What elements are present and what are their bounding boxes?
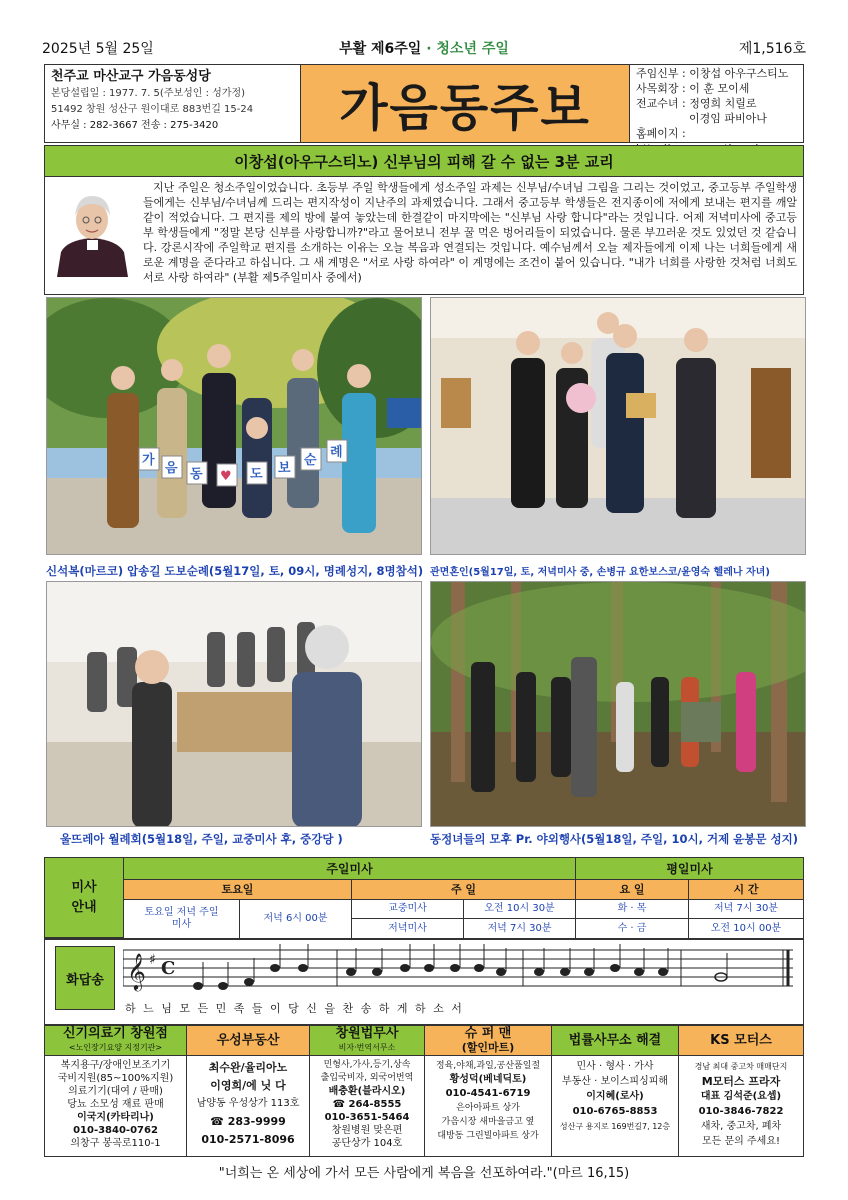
ad-line: 국비지원(85~100%지원) — [57, 1073, 174, 1084]
ad-subtitle: 비자·번역서무소 — [338, 1042, 396, 1052]
logo-text: 가음동주보 — [339, 78, 591, 137]
weekday-time: 저녁 7시 30분 — [689, 900, 803, 919]
photo-wedding — [430, 297, 806, 555]
bulletin-logo — [300, 65, 630, 142]
svg-text:♯: ♯ — [149, 952, 156, 968]
staff-sister-2: 이경임 파비아나 — [689, 112, 767, 125]
saturday-mass-time: 저녁 6시 00분 — [240, 900, 352, 938]
footer-quote: "너희는 온 세상에 가서 모든 사람에게 복음을 선포하여라."(마르 16,15) — [218, 1166, 630, 1181]
ad-line: 모든 문의 주세요! — [702, 1136, 780, 1147]
ad-line: 민사 · 형사 · 가사 — [576, 1061, 654, 1072]
ad-line: 대표 김석준(요셉) — [700, 1091, 782, 1102]
ad-line: 출입국비자, 외국어번역 — [320, 1073, 414, 1083]
feast-separator: · — [426, 41, 432, 57]
ad-medical — [45, 1026, 187, 1156]
responsorial-psalm — [44, 939, 804, 1025]
ad-title: 신기의료기 창원점 — [63, 1025, 168, 1041]
ad-line: 이영희/에 닛 다 — [210, 1079, 286, 1092]
founded-date: 본당설립일 : 1977. 7. 5(주보성인 : 성가정) — [51, 88, 246, 99]
ad-lawfirm — [552, 1026, 679, 1156]
feast-subtitle: 청소년 주일 — [436, 41, 509, 57]
sunday-mass-name: 저녁미사 — [352, 919, 464, 938]
issue-number: 제1,516호 — [738, 41, 806, 57]
ad-line: 정육,야채,과일,공산품일절 — [435, 1061, 541, 1071]
feast-name: 부활 제6주일 — [339, 41, 422, 57]
ad-line: 대방동 그린빌아파트 상가 — [437, 1131, 539, 1141]
ad-line: 최수완/율리아노 — [208, 1061, 288, 1074]
ad-title: 법률사무소 해결 — [568, 1032, 662, 1048]
homily-title: 이창섭(아우구스티노) 신부님의 피해 갈 수 없는 3분 교리 — [44, 145, 804, 177]
homily-text: 지난 주일은 청소주일이었습니다. 초등부 주일 학생들에게 성소주일 과제는 신부님/수녀님 그림을 그리는 것이었고, 중고등부 주일학생들에게는 신부님/수녀님께 드리는 편지작성이 지난주의 과제였습니다. 그래서 중고등부 학생들은 전지종이에 저에게 보내는 편지를 깨알같이 적었습니다. 그 편지를 제의 방에 붙여 놓았는데 한결같이 마지막에는 "신부님 사랑 합니다"라는 것입니다. 어제 저녁미사에 중고등부 학생들에게 "정말 본당 신부를 사랑합니까?"라고 물어보니 전부 꿀 먹은 벙어리들이 되었습니다. 물론 부끄러운 것도 있었던 것 같습니다. 강론시작에 주일학교 편지를 소개하는 이유는 오늘 복음과 연결되는 것입니다. 예수님께서 오늘 제자들에게 이제 나는 너희들에게 새로운 계명을 준다라고 하십니다. 그 새 계명은 "서로 사랑 하여라" 이 계명에는 조건이 붙어 있습니다. "내가 너희를 사랑한 것처럼 너희도 서로 사랑 하여라" (부활 제5주일미사 중에서) — [143, 181, 797, 284]
feast-title — [42, 38, 806, 58]
ad-motors — [679, 1026, 803, 1156]
ad-line: 010-3651-5464 — [324, 1112, 410, 1123]
parish-name: 천주교 마산교구 가음동성당 — [51, 69, 211, 84]
banner-letter: 음 — [165, 461, 178, 476]
svg-text:C: C — [161, 958, 176, 979]
ad-subtitle: (할인마트) — [461, 1040, 515, 1054]
svg-text:𝄞: 𝄞 — [127, 952, 146, 990]
bulletin-date: 2025년 5월 25일 — [42, 41, 154, 57]
ad-title: 창원법무사 — [335, 1025, 399, 1041]
ad-line: 성산구 용지로 169번길7, 12층 — [559, 1122, 671, 1131]
staff-pastor: 주임신부 : 이창섭 아우구스티노 — [636, 67, 789, 80]
ad-line: 010-2571-8096 — [201, 1133, 295, 1146]
saturday-mass-name: 토요일 저녁 주일미사 — [124, 900, 240, 938]
mass-label: 미사 안내 — [45, 858, 124, 938]
photo-caption: 동정녀들의 모후 Pr. 야외행사(5월18일, 주일, 10시, 거제 윤봉문 성지) — [430, 832, 798, 846]
homily-section — [44, 177, 804, 295]
staff-sister: 전교수녀 : 정영희 치릴로 — [636, 97, 757, 110]
ad-line: 복지용구/장애인보조기기 — [60, 1060, 171, 1071]
ad-line: 배충환(블라시오) — [328, 1086, 406, 1097]
parish-address: 51492 창원 성산구 원이대로 883번길 15-24 — [51, 104, 254, 115]
ad-line: 새차, 중고차, 폐차 — [700, 1121, 782, 1132]
sunday-mass-time: 오전 10시 30분 — [464, 900, 576, 919]
ad-title: 슈 퍼 맨 — [464, 1025, 512, 1041]
ad-line: 010-3840-0762 — [73, 1125, 158, 1136]
weekday-time: 오전 10시 00분 — [710, 922, 782, 934]
banner-letter: 가 — [142, 453, 155, 468]
banner-letter: 동 — [190, 467, 203, 482]
ad-line: 부동산 · 보이스피싱피해 — [561, 1076, 669, 1087]
ad-supermarket — [425, 1026, 552, 1156]
photo-outdoor — [430, 581, 806, 827]
ad-subtitle: <노인장기요양 지정기관> — [68, 1042, 163, 1052]
ad-line: 의료기기(대여 / 판매) — [68, 1086, 163, 1097]
ad-line: 010-4541-6719 — [445, 1088, 531, 1099]
photo-caption: 관면혼인(5월17일, 토, 저녁미사 중, 손병규 요한보스코/윤영숙 헬레나 자녀) — [430, 567, 770, 578]
homepage-link[interactable]: 홈페이지 : — [636, 127, 686, 140]
ad-line: 남양동 우성상가 113호 — [196, 1098, 300, 1109]
music-staff — [123, 942, 799, 998]
ad-line: 이국지(카타리나) — [77, 1112, 154, 1123]
parish-phone: 사무실 : 282-3667 전송 : 275-3420 — [51, 120, 219, 131]
banner-letter: 례 — [330, 445, 343, 460]
psalm-label: 화답송 — [55, 946, 115, 1010]
banner-letter: 보 — [278, 461, 291, 476]
ad-line: 010-6765-8853 — [572, 1106, 658, 1117]
day-header: 요 일 — [576, 880, 689, 900]
ad-line: ☎ 264-8555 — [332, 1099, 402, 1110]
advertisements — [44, 1025, 804, 1157]
ad-realestate — [187, 1026, 310, 1156]
ad-line: 공단상가 104호 — [331, 1138, 403, 1149]
mass-schedule — [44, 857, 804, 939]
time-header: 시 간 — [689, 880, 803, 900]
ad-line: 은아아파트 상가 — [456, 1103, 520, 1113]
ad-line: 민형사,가사,등기,상속 — [323, 1060, 411, 1070]
ad-title: 우성부동산 — [216, 1032, 280, 1048]
ad-line: 010-3846-7822 — [698, 1106, 784, 1117]
banner-letter: 도 — [250, 467, 263, 482]
ad-line: 창원병원 맞은편 — [331, 1125, 403, 1136]
parish-info — [45, 65, 300, 142]
masthead — [44, 64, 804, 143]
banner-letter: ♥ — [220, 469, 232, 484]
photo-meeting — [46, 581, 422, 827]
photo-pilgrimage — [46, 297, 422, 555]
weekday-mass-header: 평일미사 — [576, 858, 803, 880]
ad-line: 경남 최대 중고차 매매단지 — [694, 1062, 788, 1071]
weekday-day: 화 · 목 — [576, 900, 689, 919]
ad-line: 의창구 봉곡로110-1 — [70, 1138, 161, 1149]
priest-portrait — [55, 182, 130, 277]
sunday-mass-name: 교중미사 — [352, 900, 464, 919]
saturday-header: 토요일 — [124, 880, 352, 900]
top-line — [42, 36, 806, 60]
ad-line: 당뇨 소모성 재료 판매 — [67, 1099, 164, 1110]
ad-title: KS 모터스 — [710, 1032, 772, 1048]
ad-line: 가음시장 새마을금고 옆 — [441, 1117, 535, 1127]
banner-letter: 순 — [304, 453, 317, 468]
ad-line: 황성덕(베네딕토) — [449, 1074, 527, 1085]
weekday-day: 수 · 금 — [576, 919, 689, 938]
sunday-header: 주 일 — [352, 880, 576, 900]
ad-line: ☎ 283-9999 — [210, 1115, 286, 1128]
ad-line: M모터스 프라자 — [701, 1075, 781, 1088]
ad-line: 이지혜(로사) — [586, 1091, 644, 1102]
psalm-lyrics: 하 느 님 모 든 민 족 들 이 당 신 을 찬 송 하 게 하 소 서 — [125, 1002, 464, 1015]
sunday-mass-header: 주일미사 — [124, 858, 576, 880]
ad-legal — [310, 1026, 425, 1156]
photo-caption: 울뜨레아 월례회(5월18일, 주일, 교중미사 후, 중강당 ) — [60, 832, 343, 846]
staff-president: 사목회장 : 이 훈 모이세 — [636, 82, 750, 95]
sunday-mass-time: 저녁 7시 30분 — [464, 919, 576, 938]
staff-list — [632, 65, 803, 142]
photo-caption: 신석복(마르코) 압송길 도보순례(5월17일, 토, 09시, 명례성지, 8명참석) — [46, 564, 424, 578]
